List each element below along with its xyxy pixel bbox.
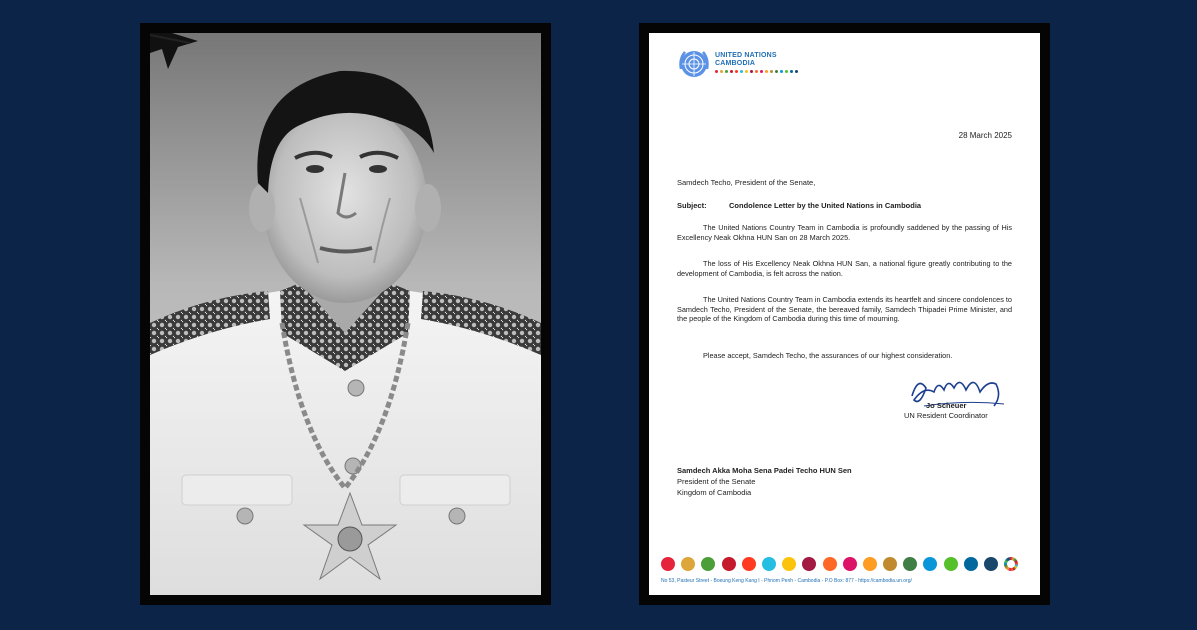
sdg-circle-icon bbox=[923, 557, 937, 571]
letter-footer: No 53, Pasteur Street - Boeung Keng Kang I - Phnom Penh - Cambodia - P.O Box: 877 - https://cambodia.un.org/ bbox=[661, 578, 912, 584]
recipient-name: Samdech Akka Moha Sena Padei Techo HUN Sen bbox=[677, 466, 852, 475]
sdg-circle-icon bbox=[843, 557, 857, 571]
sdg-circle-icon bbox=[681, 557, 695, 571]
sdg-circle-icon bbox=[661, 557, 675, 571]
addressee: Samdech Techo, President of the Senate, bbox=[677, 178, 816, 187]
sdg-circle-icon bbox=[722, 557, 736, 571]
sdg-circle-icon bbox=[903, 557, 917, 571]
sdg-color-row bbox=[661, 557, 1018, 571]
sdg-circle-icon bbox=[742, 557, 756, 571]
paragraph-3: The United Nations Country Team in Cambodia extends its heartfelt and sincere condolences to Samdech Techo, President of the Senate, the bereaved family, Samdech Thipadei Prime Minister, and the people of the Kingdom of Cambodia during this time of mourning. bbox=[677, 295, 1012, 324]
paragraph-1: The United Nations Country Team in Cambodia is profoundly saddened by the passing of His Excellency Neak Okhna HUN San on 28 March 2025. bbox=[677, 223, 1012, 242]
sdg-dot-icon bbox=[745, 70, 748, 73]
sdg-circle-icon bbox=[984, 557, 998, 571]
sdg-dot-icon bbox=[730, 70, 733, 73]
sdg-dot-icon bbox=[795, 70, 798, 73]
sdg-circle-icon bbox=[701, 557, 715, 571]
sdg-circle-icon bbox=[883, 557, 897, 571]
portrait-frame bbox=[140, 23, 551, 605]
sdg-circle-icon bbox=[762, 557, 776, 571]
letter-date: 28 March 2025 bbox=[958, 131, 1012, 140]
recipient-block bbox=[677, 465, 852, 498]
paragraph-2: The loss of His Excellency Neak Okhna HUN San, a national figure greatly contributing to the development of Cambodia, is felt across the nation. bbox=[677, 259, 1012, 278]
sdg-wheel-icon bbox=[1004, 557, 1018, 571]
condolence-letter bbox=[649, 33, 1040, 595]
recipient-line-2: President of the Senate bbox=[677, 477, 756, 486]
sdg-dot-icon bbox=[780, 70, 783, 73]
sdg-dot-icon bbox=[715, 70, 718, 73]
sdg-dot-icon bbox=[740, 70, 743, 73]
sdg-dot-icon bbox=[760, 70, 763, 73]
sdg-dot-icon bbox=[755, 70, 758, 73]
sdg-circle-icon bbox=[802, 557, 816, 571]
subject-label: Subject: bbox=[677, 201, 707, 210]
sdg-circle-icon bbox=[863, 557, 877, 571]
subject-text: Condolence Letter by the United Nations in Cambodia bbox=[729, 201, 922, 210]
sdg-dot-icon bbox=[725, 70, 728, 73]
sdg-dot-icon bbox=[790, 70, 793, 73]
sdg-dot-icon bbox=[720, 70, 723, 73]
paragraph-4: Please accept, Samdech Techo, the assurances of our highest consideration. bbox=[703, 351, 953, 360]
signer-name: Jo Scheuer bbox=[926, 401, 967, 410]
sdg-circle-icon bbox=[782, 557, 796, 571]
sdg-circle-icon bbox=[823, 557, 837, 571]
sdg-circle-icon bbox=[964, 557, 978, 571]
letter-frame bbox=[639, 23, 1050, 605]
sdg-dot-icon bbox=[735, 70, 738, 73]
sdg-dot-icon bbox=[775, 70, 778, 73]
signer-title: UN Resident Coordinator bbox=[904, 411, 988, 420]
un-emblem-icon bbox=[677, 47, 711, 81]
sdg-circle-icon bbox=[944, 557, 958, 571]
sdg-dot-icon bbox=[765, 70, 768, 73]
sdg-dot-icon bbox=[750, 70, 753, 73]
org-name: UNITED NATIONS CAMBODIA bbox=[715, 52, 777, 67]
sdg-dot-icon bbox=[785, 70, 788, 73]
recipient-line-3: Kingdom of Cambodia bbox=[677, 488, 752, 497]
org-sdg-dots bbox=[715, 70, 798, 73]
portrait-photo bbox=[150, 33, 541, 595]
portrait-illustration bbox=[150, 33, 541, 595]
sdg-dot-icon bbox=[770, 70, 773, 73]
